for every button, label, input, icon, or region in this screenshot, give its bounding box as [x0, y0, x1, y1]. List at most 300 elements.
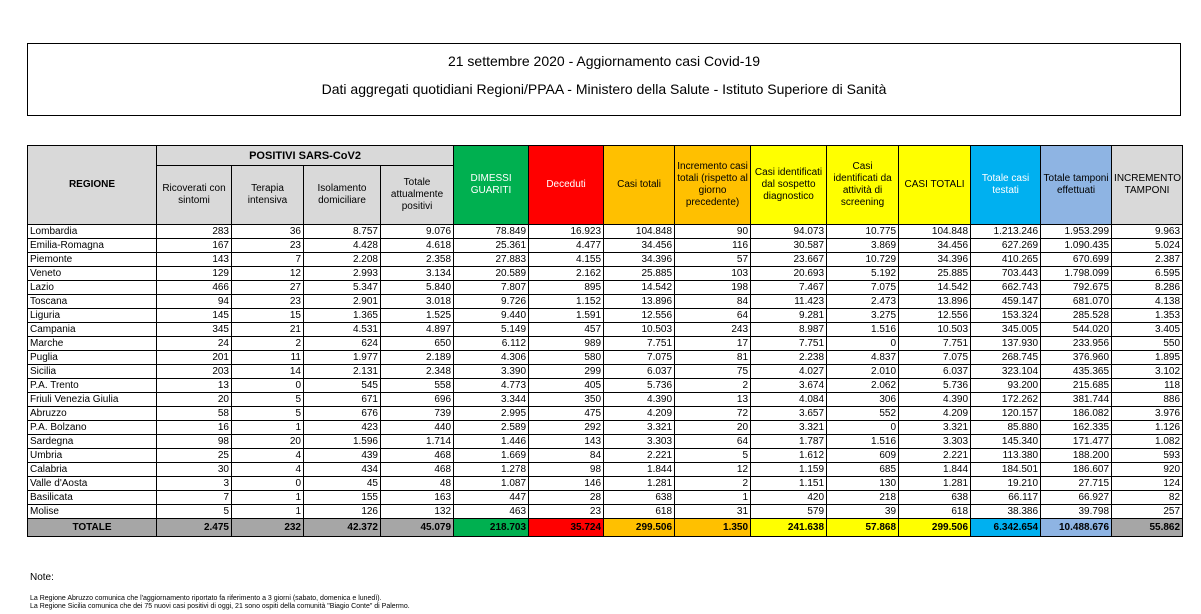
- region-name: Sicilia: [28, 365, 157, 379]
- region-name: Abruzzo: [28, 407, 157, 421]
- header-positivi: POSITIVI SARS-CoV2: [157, 146, 454, 166]
- cell-casi2: 2.221: [899, 449, 971, 463]
- cell-incremento: 103: [675, 267, 751, 281]
- cell-terapia: 36: [232, 225, 304, 239]
- cell-sospetto: 579: [751, 505, 827, 519]
- header-casi-totali: Casi totali: [604, 146, 675, 225]
- cell-ricoverati: 16: [157, 421, 232, 435]
- cell-casi2: 4.390: [899, 393, 971, 407]
- total-totale: 45.079: [381, 519, 454, 537]
- cell-testati: 703.443: [971, 267, 1041, 281]
- cell-tamponi: 27.715: [1041, 477, 1112, 491]
- table-row: [28, 239, 1183, 253]
- cell-tamponi: 544.020: [1041, 323, 1112, 337]
- cell-incr_tamponi: 1.895: [1112, 351, 1183, 365]
- cell-tamponi: 171.477: [1041, 435, 1112, 449]
- cell-terapia: 21: [232, 323, 304, 337]
- cell-casi2: 618: [899, 505, 971, 519]
- cell-casi: 7.751: [604, 337, 675, 351]
- cell-testati: 120.157: [971, 407, 1041, 421]
- cell-isolamento: 5.347: [304, 281, 381, 295]
- region-name: Liguria: [28, 309, 157, 323]
- cell-casi2: 638: [899, 491, 971, 505]
- cell-dimessi: 7.807: [454, 281, 529, 295]
- cell-terapia: 2: [232, 337, 304, 351]
- cell-casi2: 1.844: [899, 463, 971, 477]
- table-row: [28, 351, 1183, 365]
- cell-tamponi: 285.528: [1041, 309, 1112, 323]
- cell-tamponi: 39.798: [1041, 505, 1112, 519]
- cell-incremento: 90: [675, 225, 751, 239]
- table-row: [28, 449, 1183, 463]
- cell-incremento: 64: [675, 309, 751, 323]
- total-ricoverati: 2.475: [157, 519, 232, 537]
- cell-sospetto: 3.674: [751, 379, 827, 393]
- cell-screening: 0: [827, 421, 899, 435]
- cell-deceduti: 4.477: [529, 239, 604, 253]
- cell-sospetto: 4.084: [751, 393, 827, 407]
- cell-sospetto: 1.151: [751, 477, 827, 491]
- cell-totale: 650: [381, 337, 454, 351]
- cell-casi: 4.209: [604, 407, 675, 421]
- header-screening: Casi identificati da attività di screening: [827, 146, 899, 225]
- cell-deceduti: 405: [529, 379, 604, 393]
- cell-deceduti: 98: [529, 463, 604, 477]
- region-name: Lazio: [28, 281, 157, 295]
- cell-casi2: 6.037: [899, 365, 971, 379]
- cell-tamponi: 670.699: [1041, 253, 1112, 267]
- cell-totale: 2.358: [381, 253, 454, 267]
- cell-casi: 6.037: [604, 365, 675, 379]
- cell-totale: 2.189: [381, 351, 454, 365]
- cell-casi2: 7.751: [899, 337, 971, 351]
- cell-incr_tamponi: 920: [1112, 463, 1183, 477]
- cell-incremento: 12: [675, 463, 751, 477]
- cell-isolamento: 8.757: [304, 225, 381, 239]
- cell-incremento: 13: [675, 393, 751, 407]
- cell-casi: 14.542: [604, 281, 675, 295]
- cell-isolamento: 671: [304, 393, 381, 407]
- table-row: [28, 393, 1183, 407]
- header-tamponi: Totale tamponi effettuati: [1041, 146, 1112, 225]
- cell-dimessi: 1.446: [454, 435, 529, 449]
- cell-ricoverati: 30: [157, 463, 232, 477]
- cell-ricoverati: 24: [157, 337, 232, 351]
- cell-incr_tamponi: 124: [1112, 477, 1183, 491]
- cell-casi2: 10.503: [899, 323, 971, 337]
- cell-ricoverati: 98: [157, 435, 232, 449]
- cell-incremento: 243: [675, 323, 751, 337]
- cell-terapia: 1: [232, 491, 304, 505]
- cell-testati: 1.213.246: [971, 225, 1041, 239]
- cell-sospetto: 1.612: [751, 449, 827, 463]
- cell-incremento: 75: [675, 365, 751, 379]
- cell-sospetto: 2.238: [751, 351, 827, 365]
- cell-testati: 268.745: [971, 351, 1041, 365]
- table-row: [28, 267, 1183, 281]
- cell-ricoverati: 58: [157, 407, 232, 421]
- region-name: Umbria: [28, 449, 157, 463]
- cell-dimessi: 1.278: [454, 463, 529, 477]
- table-row: [28, 463, 1183, 477]
- cell-testati: 145.340: [971, 435, 1041, 449]
- cell-dimessi: 1.669: [454, 449, 529, 463]
- cell-incremento: 20: [675, 421, 751, 435]
- cell-totale: 3.018: [381, 295, 454, 309]
- cell-casi: 7.075: [604, 351, 675, 365]
- cell-incremento: 5: [675, 449, 751, 463]
- total-incremento: 1.350: [675, 519, 751, 537]
- cell-casi2: 25.885: [899, 267, 971, 281]
- header-dimessi: DIMESSI GUARITI: [454, 146, 529, 225]
- cell-sospetto: 1.159: [751, 463, 827, 477]
- cell-tamponi: 381.744: [1041, 393, 1112, 407]
- cell-isolamento: 676: [304, 407, 381, 421]
- table-row: [28, 421, 1183, 435]
- region-name: Marche: [28, 337, 157, 351]
- cell-isolamento: 1.365: [304, 309, 381, 323]
- cell-terapia: 23: [232, 239, 304, 253]
- cell-screening: 7.075: [827, 281, 899, 295]
- cell-ricoverati: 203: [157, 365, 232, 379]
- total-deceduti: 35.724: [529, 519, 604, 537]
- cell-terapia: 27: [232, 281, 304, 295]
- cell-totale: 163: [381, 491, 454, 505]
- cell-casi2: 3.303: [899, 435, 971, 449]
- cell-isolamento: 1.977: [304, 351, 381, 365]
- cell-ricoverati: 7: [157, 491, 232, 505]
- cell-terapia: 4: [232, 463, 304, 477]
- cell-totale: 468: [381, 463, 454, 477]
- cell-incr_tamponi: 1.082: [1112, 435, 1183, 449]
- cell-tamponi: 376.960: [1041, 351, 1112, 365]
- cell-deceduti: 1.152: [529, 295, 604, 309]
- cell-casi: 34.456: [604, 239, 675, 253]
- cell-tamponi: 186.607: [1041, 463, 1112, 477]
- region-name: Campania: [28, 323, 157, 337]
- region-name: Calabria: [28, 463, 157, 477]
- region-name: Veneto: [28, 267, 157, 281]
- cell-sospetto: 9.281: [751, 309, 827, 323]
- cell-incr_tamponi: 6.595: [1112, 267, 1183, 281]
- table-row: [28, 309, 1183, 323]
- cell-incremento: 72: [675, 407, 751, 421]
- title-box: [27, 43, 1181, 116]
- header-isolamento: Isolamento domiciliare: [304, 166, 381, 225]
- cell-sospetto: 3.657: [751, 407, 827, 421]
- total-casi: 299.506: [604, 519, 675, 537]
- cell-tamponi: 233.956: [1041, 337, 1112, 351]
- cell-ricoverati: 3: [157, 477, 232, 491]
- cell-screening: 552: [827, 407, 899, 421]
- cell-terapia: 20: [232, 435, 304, 449]
- table-row: [28, 491, 1183, 505]
- cell-terapia: 15: [232, 309, 304, 323]
- cell-deceduti: 350: [529, 393, 604, 407]
- cell-sospetto: 8.987: [751, 323, 827, 337]
- cell-terapia: 5: [232, 407, 304, 421]
- cell-terapia: 23: [232, 295, 304, 309]
- region-name: P.A. Bolzano: [28, 421, 157, 435]
- cell-testati: 19.210: [971, 477, 1041, 491]
- cell-deceduti: 895: [529, 281, 604, 295]
- cell-screening: 2.062: [827, 379, 899, 393]
- cell-dimessi: 25.361: [454, 239, 529, 253]
- cell-sospetto: 7.751: [751, 337, 827, 351]
- cell-incr_tamponi: 3.405: [1112, 323, 1183, 337]
- cell-isolamento: 2.993: [304, 267, 381, 281]
- cell-testati: 627.269: [971, 239, 1041, 253]
- cell-ricoverati: 129: [157, 267, 232, 281]
- header-totale-positivi: Totale attualmente positivi: [381, 166, 454, 225]
- cell-totale: 3.134: [381, 267, 454, 281]
- cell-testati: 93.200: [971, 379, 1041, 393]
- cell-casi2: 4.209: [899, 407, 971, 421]
- cell-dimessi: 447: [454, 491, 529, 505]
- cell-casi2: 13.896: [899, 295, 971, 309]
- notes-label: Note:: [30, 572, 54, 583]
- cell-tamponi: 435.365: [1041, 365, 1112, 379]
- cell-totale: 696: [381, 393, 454, 407]
- cell-casi2: 7.075: [899, 351, 971, 365]
- cell-totale: 440: [381, 421, 454, 435]
- cell-testati: 410.265: [971, 253, 1041, 267]
- cell-incremento: 31: [675, 505, 751, 519]
- header-casi-totali-2: CASI TOTALI: [899, 146, 971, 225]
- cell-casi2: 12.556: [899, 309, 971, 323]
- cell-tamponi: 681.070: [1041, 295, 1112, 309]
- table-row: [28, 505, 1183, 519]
- cell-incr_tamponi: 3.976: [1112, 407, 1183, 421]
- cell-dimessi: 27.883: [454, 253, 529, 267]
- cell-incr_tamponi: 1.353: [1112, 309, 1183, 323]
- cell-casi2: 14.542: [899, 281, 971, 295]
- cell-casi2: 3.321: [899, 421, 971, 435]
- cell-isolamento: 423: [304, 421, 381, 435]
- region-name: Puglia: [28, 351, 157, 365]
- table-row: [28, 295, 1183, 309]
- header-terapia: Terapia intensiva: [232, 166, 304, 225]
- cell-ricoverati: 143: [157, 253, 232, 267]
- cell-screening: 10.729: [827, 253, 899, 267]
- cell-tamponi: 162.335: [1041, 421, 1112, 435]
- cell-dimessi: 2.995: [454, 407, 529, 421]
- cell-casi: 3.321: [604, 421, 675, 435]
- cell-dimessi: 6.112: [454, 337, 529, 351]
- cell-sospetto: 11.423: [751, 295, 827, 309]
- cell-isolamento: 155: [304, 491, 381, 505]
- cell-terapia: 1: [232, 421, 304, 435]
- cell-terapia: 0: [232, 379, 304, 393]
- cell-totale: 2.348: [381, 365, 454, 379]
- cell-screening: 2.010: [827, 365, 899, 379]
- cell-testati: 184.501: [971, 463, 1041, 477]
- cell-sospetto: 420: [751, 491, 827, 505]
- cell-testati: 323.104: [971, 365, 1041, 379]
- cell-screening: 3.869: [827, 239, 899, 253]
- cell-incr_tamponi: 593: [1112, 449, 1183, 463]
- page-title: 21 settembre 2020 - Aggiornamento casi Covid-19: [447, 53, 761, 69]
- cell-ricoverati: 201: [157, 351, 232, 365]
- cell-incr_tamponi: 8.286: [1112, 281, 1183, 295]
- cell-ricoverati: 25: [157, 449, 232, 463]
- cell-terapia: 12: [232, 267, 304, 281]
- cell-casi2: 34.396: [899, 253, 971, 267]
- cell-casi: 1.844: [604, 463, 675, 477]
- total-casi2: 299.506: [899, 519, 971, 537]
- cell-ricoverati: 167: [157, 239, 232, 253]
- cell-screening: 130: [827, 477, 899, 491]
- cell-incremento: 81: [675, 351, 751, 365]
- cell-totale: 558: [381, 379, 454, 393]
- cell-isolamento: 439: [304, 449, 381, 463]
- cell-casi: 13.896: [604, 295, 675, 309]
- region-name: Emilia-Romagna: [28, 239, 157, 253]
- cell-testati: 459.147: [971, 295, 1041, 309]
- cell-sospetto: 30.587: [751, 239, 827, 253]
- cell-incr_tamponi: 550: [1112, 337, 1183, 351]
- cell-incr_tamponi: 82: [1112, 491, 1183, 505]
- cell-testati: 66.117: [971, 491, 1041, 505]
- page-subtitle: Dati aggregati quotidiani Regioni/PPAA - Ministero della Salute - Istituto Superiore di Sanità: [321, 81, 887, 97]
- cell-tamponi: 1.798.099: [1041, 267, 1112, 281]
- cell-dimessi: 4.306: [454, 351, 529, 365]
- cell-testati: 137.930: [971, 337, 1041, 351]
- region-name: P.A. Trento: [28, 379, 157, 393]
- cell-deceduti: 580: [529, 351, 604, 365]
- cell-incremento: 17: [675, 337, 751, 351]
- cell-totale: 4.897: [381, 323, 454, 337]
- table-row: [28, 365, 1183, 379]
- cell-deceduti: 299: [529, 365, 604, 379]
- cell-incremento: 1: [675, 491, 751, 505]
- region-name: Basilicata: [28, 491, 157, 505]
- total-row: [28, 519, 1183, 537]
- cell-deceduti: 1.591: [529, 309, 604, 323]
- cell-deceduti: 16.923: [529, 225, 604, 239]
- cell-dimessi: 9.726: [454, 295, 529, 309]
- cell-dimessi: 20.589: [454, 267, 529, 281]
- header-sospetto: Casi identificati dal sospetto diagnostico: [751, 146, 827, 225]
- cell-isolamento: 545: [304, 379, 381, 393]
- cell-incremento: 2: [675, 477, 751, 491]
- cell-screening: 609: [827, 449, 899, 463]
- cell-screening: 39: [827, 505, 899, 519]
- table-row: [28, 435, 1183, 449]
- note-sicilia: La Regione Sicilia comunica che dei 75 nuovi casi positivi di oggi, 21 sono ospiti della comunità "Biagio Conte" di Palermo.: [30, 603, 410, 610]
- cell-casi2: 5.736: [899, 379, 971, 393]
- cell-incr_tamponi: 9.963: [1112, 225, 1183, 239]
- cell-terapia: 5: [232, 393, 304, 407]
- cell-tamponi: 215.685: [1041, 379, 1112, 393]
- cell-ricoverati: 94: [157, 295, 232, 309]
- cell-tamponi: 1.090.435: [1041, 239, 1112, 253]
- cell-incr_tamponi: 5.024: [1112, 239, 1183, 253]
- table-row: [28, 253, 1183, 267]
- cell-deceduti: 292: [529, 421, 604, 435]
- cell-ricoverati: 13: [157, 379, 232, 393]
- table-row: [28, 477, 1183, 491]
- cell-dimessi: 2.589: [454, 421, 529, 435]
- region-name: Valle d'Aosta: [28, 477, 157, 491]
- cell-casi: 5.736: [604, 379, 675, 393]
- cell-terapia: 14: [232, 365, 304, 379]
- cell-tamponi: 66.927: [1041, 491, 1112, 505]
- cell-deceduti: 2.162: [529, 267, 604, 281]
- cell-terapia: 7: [232, 253, 304, 267]
- cell-isolamento: 126: [304, 505, 381, 519]
- region-name: Friuli Venezia Giulia: [28, 393, 157, 407]
- cell-dimessi: 3.390: [454, 365, 529, 379]
- total-isolamento: 42.372: [304, 519, 381, 537]
- region-name: Lombardia: [28, 225, 157, 239]
- header-testati: Totale casi testati: [971, 146, 1041, 225]
- cell-incr_tamponi: 2.387: [1112, 253, 1183, 267]
- cell-isolamento: 4.531: [304, 323, 381, 337]
- cell-deceduti: 4.155: [529, 253, 604, 267]
- cell-sospetto: 1.787: [751, 435, 827, 449]
- table-row: [28, 407, 1183, 421]
- notes: [30, 572, 410, 611]
- cell-isolamento: 2.208: [304, 253, 381, 267]
- header-regione: REGIONE: [28, 146, 157, 225]
- cell-totale: 1.714: [381, 435, 454, 449]
- cell-screening: 10.775: [827, 225, 899, 239]
- cell-totale: 9.076: [381, 225, 454, 239]
- cell-deceduti: 28: [529, 491, 604, 505]
- cell-isolamento: 434: [304, 463, 381, 477]
- cell-sospetto: 94.073: [751, 225, 827, 239]
- cell-terapia: 0: [232, 477, 304, 491]
- region-name: Piemonte: [28, 253, 157, 267]
- cell-deceduti: 146: [529, 477, 604, 491]
- cell-totale: 1.525: [381, 309, 454, 323]
- cell-incr_tamponi: 3.102: [1112, 365, 1183, 379]
- cell-casi2: 104.848: [899, 225, 971, 239]
- cell-isolamento: 1.596: [304, 435, 381, 449]
- cell-ricoverati: 345: [157, 323, 232, 337]
- total-sospetto: 241.638: [751, 519, 827, 537]
- cell-casi: 10.503: [604, 323, 675, 337]
- cell-incremento: 2: [675, 379, 751, 393]
- cell-casi: 3.303: [604, 435, 675, 449]
- total-terapia: 232: [232, 519, 304, 537]
- total-tamponi: 10.488.676: [1041, 519, 1112, 537]
- total-screening: 57.868: [827, 519, 899, 537]
- cell-ricoverati: 466: [157, 281, 232, 295]
- cell-deceduti: 143: [529, 435, 604, 449]
- cell-totale: 4.618: [381, 239, 454, 253]
- cell-ricoverati: 20: [157, 393, 232, 407]
- cell-testati: 113.380: [971, 449, 1041, 463]
- cell-incremento: 57: [675, 253, 751, 267]
- cell-isolamento: 4.428: [304, 239, 381, 253]
- cell-deceduti: 457: [529, 323, 604, 337]
- cell-casi2: 1.281: [899, 477, 971, 491]
- cell-dimessi: 9.440: [454, 309, 529, 323]
- cell-casi: 4.390: [604, 393, 675, 407]
- cell-screening: 218: [827, 491, 899, 505]
- cell-screening: 2.473: [827, 295, 899, 309]
- table-row: [28, 225, 1183, 239]
- cell-incremento: 116: [675, 239, 751, 253]
- header-deceduti: Deceduti: [529, 146, 604, 225]
- note-abruzzo: La Regione Abruzzo comunica che l'aggiornamento riportato fa riferimento a 3 giorni (sabato, domenica e lunedì).: [30, 595, 382, 602]
- cell-isolamento: 2.901: [304, 295, 381, 309]
- cell-screening: 685: [827, 463, 899, 477]
- cell-testati: 662.743: [971, 281, 1041, 295]
- header-incremento-tamponi: INCREMENTO TAMPONI: [1112, 146, 1183, 225]
